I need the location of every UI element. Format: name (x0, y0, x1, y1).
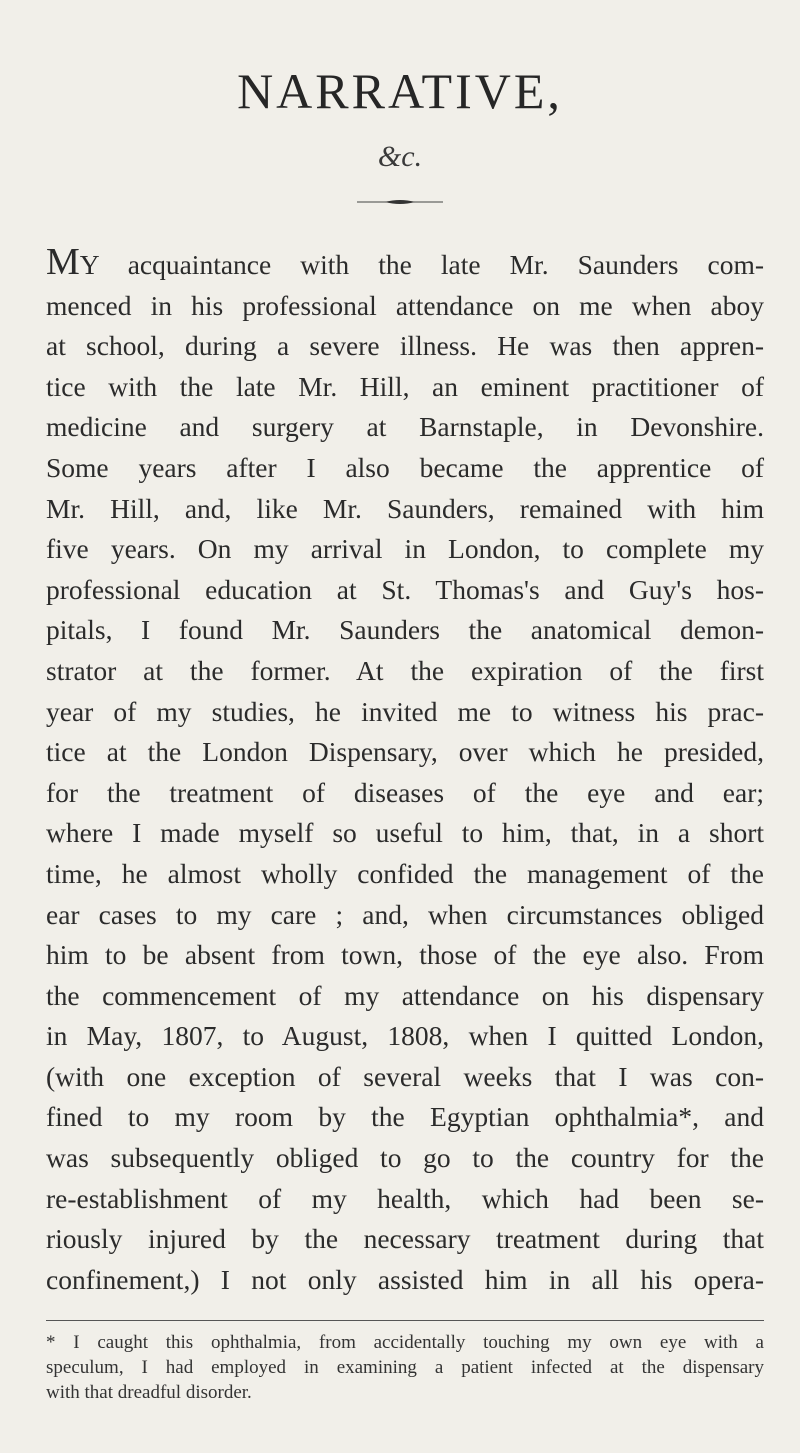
body-line: fined to my room by the Egyptian ophthalmia*, and (46, 1101, 764, 1133)
footnote-line: speculum, I had employed in examining a patient infected at the dispensary (46, 1357, 764, 1378)
footnote-rule (46, 1320, 764, 1321)
body-line: was subsequently obliged to go to the country for the (46, 1142, 764, 1174)
body-line: tice at the London Dispensary, over which he presided, (46, 736, 764, 768)
body-line: (with one exception of several weeks that I was con- (46, 1060, 764, 1092)
body-line: the commencement of my attendance on his dispensary (46, 979, 764, 1011)
body-line: professional education at St. Thomas's and Guy's hos- (46, 573, 764, 605)
body-line: where I made myself so useful to him, that, in a short (46, 817, 764, 849)
body-line: confinement,) I not only assisted him in all his opera- (46, 1263, 764, 1295)
body-line: pitals, I found Mr. Saunders the anatomical demon- (46, 614, 764, 646)
chapter-subtitle: &c. (377, 140, 423, 173)
footnote-line: * I caught this ophthalmia, from accidentally touching my own eye with a (46, 1332, 764, 1353)
body-line: tice with the late Mr. Hill, an eminent practitioner of (46, 370, 764, 402)
body-line: Some years after I also became the apprentice of (46, 451, 764, 483)
footnote-line: with that dreadful disorder. (46, 1382, 252, 1403)
footnote (46, 1330, 764, 1405)
ornament-rule (355, 196, 445, 208)
body-line-text: Y acquaintance with the late Mr. Saunders com- (79, 249, 764, 280)
body-line: him to be absent from town, those of the eye also. From (46, 939, 764, 971)
body-line: medicine and surgery at Barnstaple, in Devonshire. (46, 411, 764, 443)
body-line: time, he almost wholly confided the management of the (46, 857, 764, 889)
body-line: for the treatment of diseases of the eye and ear; (46, 776, 764, 808)
chapter-title: NARRATIVE, (237, 63, 563, 119)
body-line (46, 242, 764, 286)
body-line: re-establishment of my health, which had been se- (46, 1182, 764, 1214)
body-line: five years. On my arrival in London, to complete my (46, 533, 764, 565)
body-line: strator at the former. At the expiration of the first (46, 654, 764, 686)
body-line: ear cases to my care ; and, when circumstances obliged (46, 898, 764, 930)
body-text (46, 242, 764, 1300)
body-line: menced in his professional attendance on me when aboy (46, 289, 764, 321)
body-line: year of my studies, he invited me to witness his prac- (46, 695, 764, 727)
body-line: riously injured by the necessary treatment during that (46, 1223, 764, 1255)
body-line: at school, during a severe illness. He was then appren- (46, 330, 764, 362)
body-line: in May, 1807, to August, 1808, when I quitted London, (46, 1020, 764, 1052)
drop-cap: M (46, 241, 80, 283)
body-line: Mr. Hill, and, like Mr. Saunders, remained with him (46, 492, 764, 524)
